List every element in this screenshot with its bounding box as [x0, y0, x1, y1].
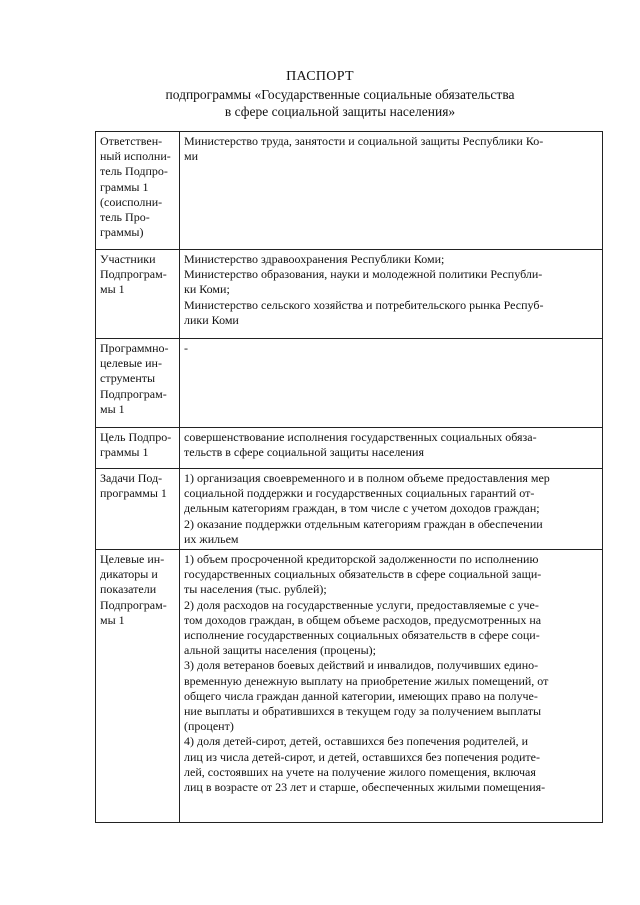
table-row: [96, 132, 603, 250]
row-value: совершенствование исполнения государственных социальных обяза- тельств в сфере социальной защиты населения: [184, 430, 537, 460]
row-value: Министерство труда, занятости и социальной защиты Республики Ко- ми: [184, 134, 544, 164]
table-row: [96, 339, 603, 428]
row-label-cell: [96, 550, 180, 823]
row-label: Задачи Под- программы 1: [100, 471, 167, 501]
row-label: Участники Подпрограм- мы 1: [100, 252, 167, 297]
row-value: 1) организация своевременного и в полном объеме предоставления мер социальной поддержки и государственных социальных гарантий от- дельным категориям граждан, в том числе с учетом доходов граждан; 2) оказание поддержки отдельным категориям граждан в обеспечении их жильем: [184, 471, 550, 546]
row-value: Министерство здравоохранения Республики Коми; Министерство образования, науки и молодежной политики Республи- ки Коми; Министерство сельского хозяйства и потребительского рынка Респуб- лики Коми: [184, 252, 544, 327]
row-label-cell: [96, 339, 180, 428]
row-value-cell: [180, 132, 603, 250]
row-value: -: [184, 341, 188, 355]
row-label: Целевые ин- дикаторы и показатели Подпрограм- мы 1: [100, 552, 167, 627]
row-label-cell: [96, 250, 180, 339]
row-label-cell: [96, 428, 180, 469]
table-row: [96, 469, 603, 550]
row-value-cell: [180, 428, 603, 469]
row-label: Ответствен- ный исполни- тель Подпро- граммы 1 (соисполни- тель Про- граммы): [100, 134, 171, 240]
row-value: 1) объем просроченной кредиторской задолженности по исполнению государственных социальных обязательств в сфере социальной защи- ты населения (тыс. рублей); 2) доля расходов на государственные услуги, предоставляемые с уче- том доходов граждан, в общем объеме расходов, предусмотренных на исполнение государственных социальных обязательств в сфере соци- альной защиты населения (процены); 3) доля ветеранов боевых действий и инвалидов, получивших едино- временную денежную выплату на приобретение жилых помещений, от общего числа граждан данной категории, имеющих право на получе- ние выплаты и обратившихся в текущем году за получением выплаты (процент) 4) доля детей-сирот, детей, оставшихся без попечения родителей, и лиц из числа детей-сирот, и детей, оставшихся без попечения родите- лей, состоявших на учете на получение жилого помещения, включая лиц в возрасте от 23 лет и старше, обеспеченных жилыми помещения-: [184, 552, 549, 795]
row-label-cell: [96, 132, 180, 250]
table-row: [96, 428, 603, 469]
row-label: Программно- целевые ин- струменты Подпрограм- мы 1: [100, 341, 169, 416]
passport-table: [95, 131, 603, 823]
row-value-cell: [180, 250, 603, 339]
row-label-cell: [96, 469, 180, 550]
table-row: [96, 550, 603, 823]
page-subtitle: подпрограммы «Государственные социальные обязательства в сфере социальной защиты населения»: [165, 87, 515, 119]
row-value-cell: [180, 550, 603, 823]
row-value-cell: [180, 339, 603, 428]
row-label: Цель Подпро- граммы 1: [100, 430, 172, 460]
row-value-cell: [180, 469, 603, 550]
table-row: [96, 250, 603, 339]
page-title: ПАСПОРТ: [286, 69, 354, 84]
